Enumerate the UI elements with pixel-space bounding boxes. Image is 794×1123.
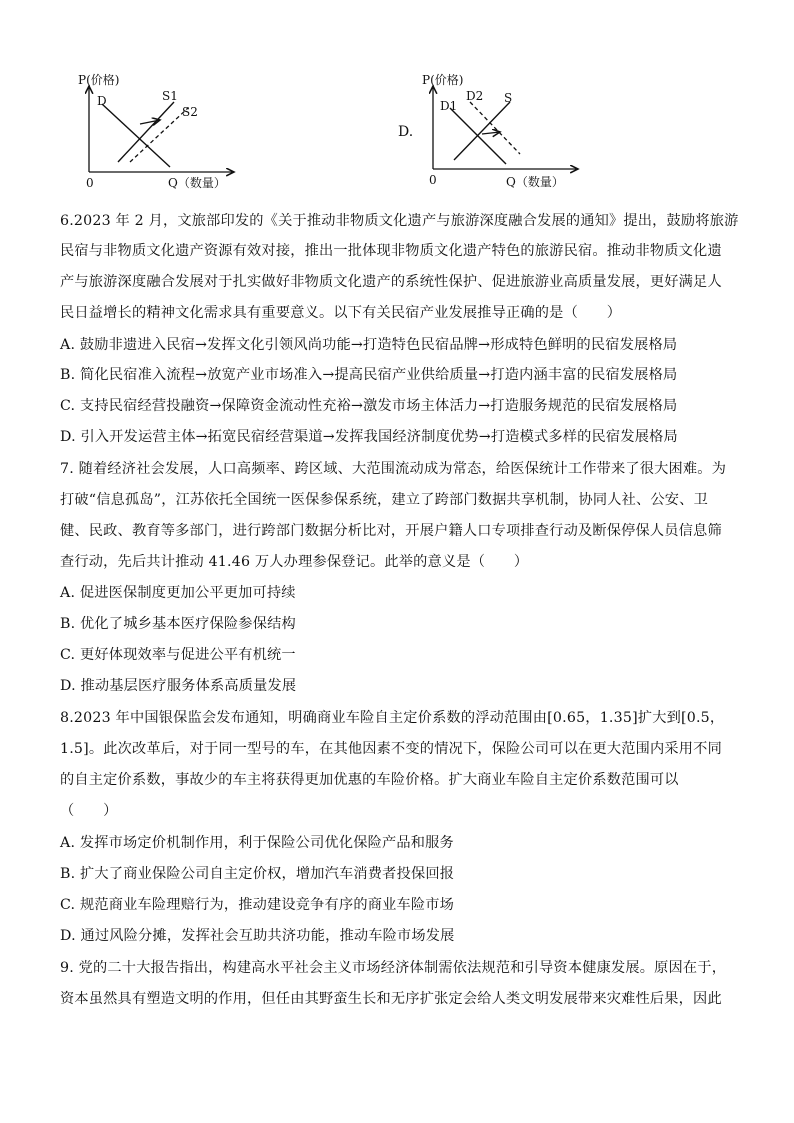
demand-curve-d2 — [470, 102, 520, 154]
q7-option-a: A. 促进医保制度更加公平更加可持续 — [60, 585, 296, 601]
demand1-label: D1 — [440, 99, 458, 113]
q8-stem-line-3: 的自主定价系数，事故少的车主将获得更加优惠的车险价格。扩大商业车险自主定价系数范围可以 — [60, 772, 679, 788]
q7-stem-line-2: 打破“信息孤岛”，江苏依托全国统一医保参保系统，建立了跨部门数据共享机制，协同人社、公安、卫 — [60, 492, 708, 508]
demand2-label: D2 — [466, 89, 484, 103]
q7-option-b: B. 优化了城乡基本医疗保险参保结构 — [60, 616, 296, 632]
y-axis-label: P(价格) — [78, 73, 120, 87]
supply-label: S — [504, 91, 513, 105]
q8-option-d: D. 通过风险分摊，发挥社会互助共济功能，推动车险市场发展 — [60, 928, 455, 944]
shift-arrow — [482, 132, 500, 134]
origin-label: 0 — [429, 173, 437, 187]
q7-stem-line-1: 7. 随着经济社会发展，人口高频率、跨区域、大范围流动成为常态，给医保统计工作带来了很大困难。为 — [60, 461, 727, 477]
q8-stem-line-1: 8.2023 年中国银保监会发布通知，明确商业车险自主定价系数的浮动范围由[0.65，1.35]扩大到[0.5， — [60, 710, 725, 726]
q9-stem-line-1: 9. 党的二十大报告指出，构建高水平社会主义市场经济体制需依法规范和引导资本健康发展。原因在于， — [60, 960, 727, 976]
supply-demand-graph-right — [422, 72, 592, 194]
x-axis-label: Q（数量） — [168, 176, 226, 190]
q7-stem-line-4: 查行动，先后共计推动 41.46 万人办理参保登记。此举的意义是（ ） — [60, 554, 529, 570]
q7-option-c: C. 更好体现效率与促进公平有机统一 — [60, 647, 296, 663]
demand-curve — [102, 104, 170, 167]
q7-option-d: D. 推动基层医疗服务体系高质量发展 — [60, 678, 297, 694]
supply-curve — [454, 102, 510, 160]
shift-arrow — [140, 120, 160, 124]
q8-stem-line-4: （ ） — [60, 803, 118, 819]
supply2-label: S2 — [182, 105, 198, 119]
supply-demand-graph-left — [78, 72, 248, 194]
q8-stem-line-2: 1.5]。此次改革后，对于同一型号的车，在其他因素不变的情况下，保险公司可以在更大范围内采用不同 — [60, 741, 722, 757]
q6-stem-line-4: 民日益增长的精神文化需求具有重要意义。以下有关民宿产业发展推导正确的是（ ） — [60, 305, 622, 321]
q6-stem-line-1: 6.2023 年 2 月，文旅部印发的《关于推动非物质文化遗产与旅游深度融合发展的通知》提出，鼓励将旅游 — [60, 213, 739, 229]
demand-label: D — [97, 94, 107, 108]
q6-option-a: A. 鼓励非遗进入民宿→发挥文化引领风尚功能→打造特色民宿品牌→形成特色鲜明的民宿发展格局 — [60, 337, 678, 353]
q6-option-c: C. 支持民宿经营投融资→保障资金流动性充裕→激发市场主体活力→打造服务规范的民宿发展格局 — [60, 398, 678, 414]
q8-option-b: B. 扩大了商业保险公司自主定价权，增加汽车消费者投保回报 — [60, 866, 455, 882]
x-axis-label: Q（数量） — [506, 175, 564, 189]
origin-label: 0 — [86, 176, 94, 190]
q6-option-b: B. 简化民宿准入流程→放宽产业市场准入→提高民宿产业供给质量→打造内涵丰富的民宿发展格局 — [60, 367, 678, 383]
q6-stem-line-2: 民宿与非物质文化遗产资源有效对接，推出一批体现非物质文化遗产特色的旅游民宿。推动非物质文化遗 — [60, 243, 722, 259]
supply1-label: S1 — [162, 89, 178, 103]
q9-stem-line-2: 资本虽然具有塑造文明的作用，但任由其野蛮生长和无序扩张定会给人类文明发展带来灾难性后果，因此 — [60, 991, 722, 1007]
supply-curve-s1 — [118, 102, 174, 162]
supply-curve-s2 — [130, 108, 188, 162]
q7-stem-line-3: 健、民政、教育等多部门，进行跨部门数据分析比对，开展户籍人口专项排查行动及断保停保人员信息筛 — [60, 523, 722, 539]
y-axis-label: P(价格) — [422, 73, 464, 87]
q8-option-c: C. 规范商业车险理赔行为，推动建设竞争有序的商业车险市场 — [60, 897, 455, 913]
q6-option-d: D. 引入开发运营主体→拓宽民宿经营渠道→发挥我国经济制度优势→打造模式多样的民宿发展格局 — [60, 429, 678, 445]
q8-option-a: A. 发挥市场定价机制作用，利于保险公司优化保险产品和服务 — [60, 835, 454, 851]
option-label-d: D. — [398, 124, 414, 140]
q6-stem-line-3: 产与旅游深度融合发展对于扎实做好非物质文化遗产的系统性保护、促进旅游业高质量发展，更好满足人 — [60, 274, 722, 290]
